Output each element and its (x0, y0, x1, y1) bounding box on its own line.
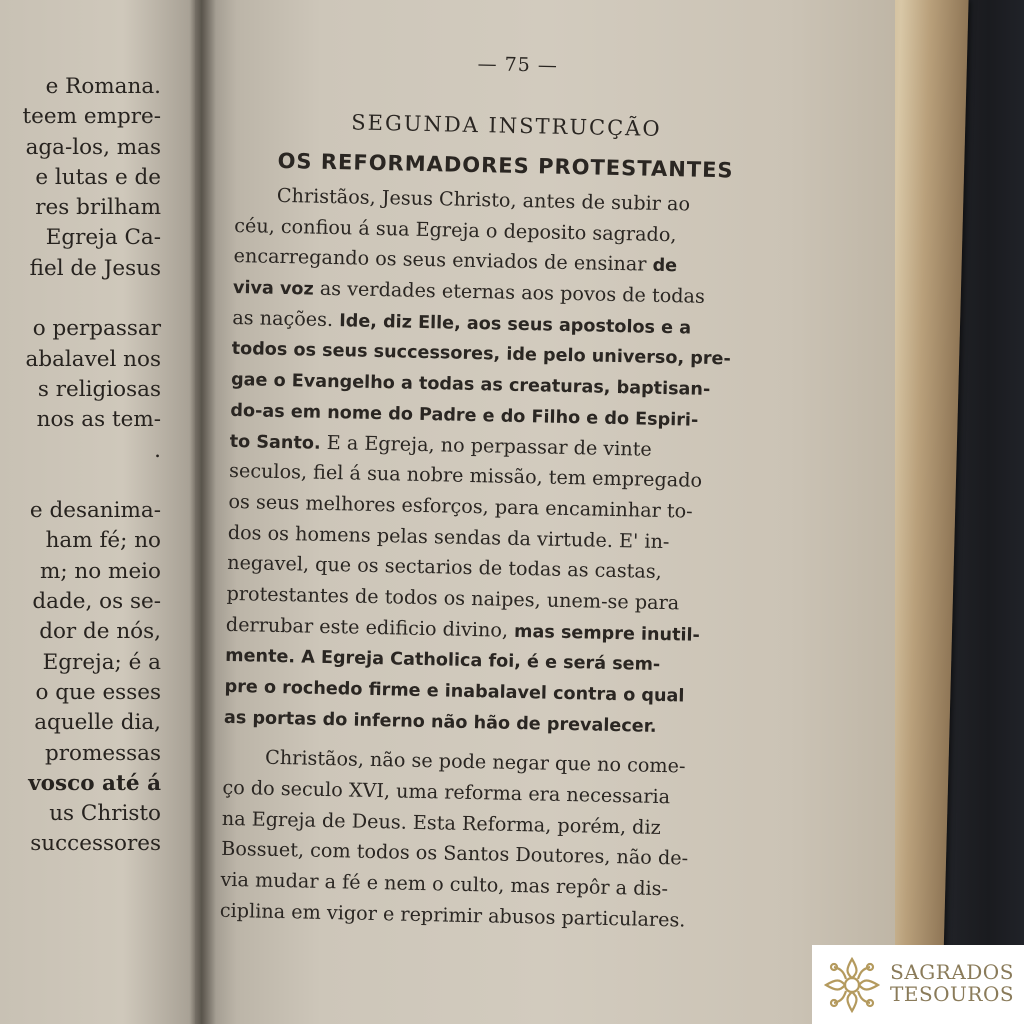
text-run: dos os homens pelas sendas da virtude. E' in- (227, 520, 670, 553)
left-page-line: s religiosas (37, 376, 161, 402)
paragraph-2 (220, 742, 764, 937)
watermark-text (890, 961, 1014, 1005)
left-page-line: successores (30, 831, 161, 857)
text-run: ço do seculo XVI, uma reforma era necessaria (222, 775, 671, 809)
bold-text-run: mas sempre inutil- (513, 621, 701, 646)
bold-text-run: pre o rochedo firme e inabalavel contra o qual (224, 676, 685, 707)
left-page-line: promessas (44, 740, 161, 766)
left-page-line: res brilham (35, 195, 161, 221)
text-run: na Egreja de Deus. Esta Reforma, porém, diz (221, 806, 661, 839)
text-run: as verdades eternas aos povos de todas (313, 276, 706, 308)
left-page-line (0, 466, 161, 496)
left-page-line: m; no meio (39, 558, 161, 584)
left-page-line: teem empre- (22, 104, 161, 130)
text-run: ciplina em vigor e reprimir abusos particulares. (219, 898, 686, 932)
text-run: negavel, que os sectarios de todas as castas, (226, 551, 663, 584)
section-title: SEGUNDA INSTRUCÇÃO (351, 110, 662, 141)
paragraph-1 (224, 180, 775, 744)
left-page (0, 0, 205, 1024)
left-page-line: o perpassar (32, 316, 161, 342)
bold-text-run: Ide, diz Elle, aos seus apostolos e a (338, 310, 692, 339)
text-run: E a Egreja, no perpassar de vinte (320, 430, 653, 461)
left-page-line: e desanima- (29, 498, 161, 524)
chapter-heading: OS REFORMADORES PROTESTANTES (277, 148, 734, 183)
watermark-line-1: SAGRADOS (890, 960, 1014, 984)
text-run: encarregando os seus enviados de ensinar (233, 244, 653, 277)
left-page-line (0, 284, 161, 314)
text-run: via mudar a fé e nem o culto, mas repôr a dis- (220, 867, 669, 901)
bold-text-run: gae o Evangelho a todas as creaturas, baptisan- (230, 370, 711, 401)
bold-text-run: mente. A Egreja Catholica foi, é e será sem- (225, 646, 661, 676)
left-page-line: e Romana. (45, 74, 161, 99)
left-page-line: nos as tem- (36, 407, 161, 433)
text-run: as nações. (232, 305, 340, 331)
bold-text-run: as portas do inferno não hão de prevalecer. (223, 707, 657, 737)
bold-text-run: do-as em nome do Padre e do Filho e do Espiri- (230, 400, 699, 431)
watermark-line-2: TESOUROS (890, 982, 1015, 1006)
left-page-line: vosco até á (28, 770, 161, 796)
bold-text-run: todos os seus successores, ide pelo universo, pre- (231, 339, 731, 370)
bold-text-run: viva voz (232, 278, 314, 300)
left-page-line: dor de nós, (39, 619, 161, 645)
text-run: céu, confiou á sua Egreja o deposito sagrado, (234, 213, 677, 246)
right-page-text (220, 48, 778, 938)
left-page-line: dade, os se- (32, 589, 161, 615)
text-run: Bossuet, com todos os Santos Doutores, não de- (220, 837, 689, 871)
left-page-line: . (154, 437, 161, 463)
ornamental-cross-icon (822, 955, 882, 1015)
left-page-line: us Christo (49, 801, 161, 827)
left-page-text (0, 72, 161, 860)
page-number: — 75 — (477, 53, 559, 77)
left-page-line: fiel de Jesus (29, 255, 161, 281)
left-page-line: aga-los, mas (25, 134, 161, 160)
left-page-line: o que esses (35, 679, 161, 705)
text-run: derrubar este edificio divino, (225, 612, 515, 642)
text-run: seculos, fiel á sua nobre missão, tem empregado (228, 459, 703, 492)
left-page-line: e lutas e de (35, 164, 161, 190)
left-page-line: ham fé; no (45, 528, 161, 554)
left-page-line: aquelle dia, (34, 710, 161, 736)
left-page-line: abalavel nos (25, 346, 161, 372)
text-run: protestantes de todos os naipes, unem-se para (226, 581, 680, 615)
book-gutter (190, 0, 216, 1024)
text-run: Christãos, não se pode negar que no come- (264, 746, 686, 778)
left-page-line: Egreja Ca- (45, 225, 161, 251)
text-run: os seus melhores esforços, para encaminhar to- (228, 489, 693, 523)
bold-text-run: de (652, 256, 678, 277)
sagrados-tesouros-watermark (812, 945, 1024, 1024)
left-page-line: Egreja; é a (42, 649, 161, 675)
bold-text-run: to Santo. (229, 431, 321, 454)
text-run: Christãos, Jesus Christo, antes de subir ao (276, 183, 691, 216)
